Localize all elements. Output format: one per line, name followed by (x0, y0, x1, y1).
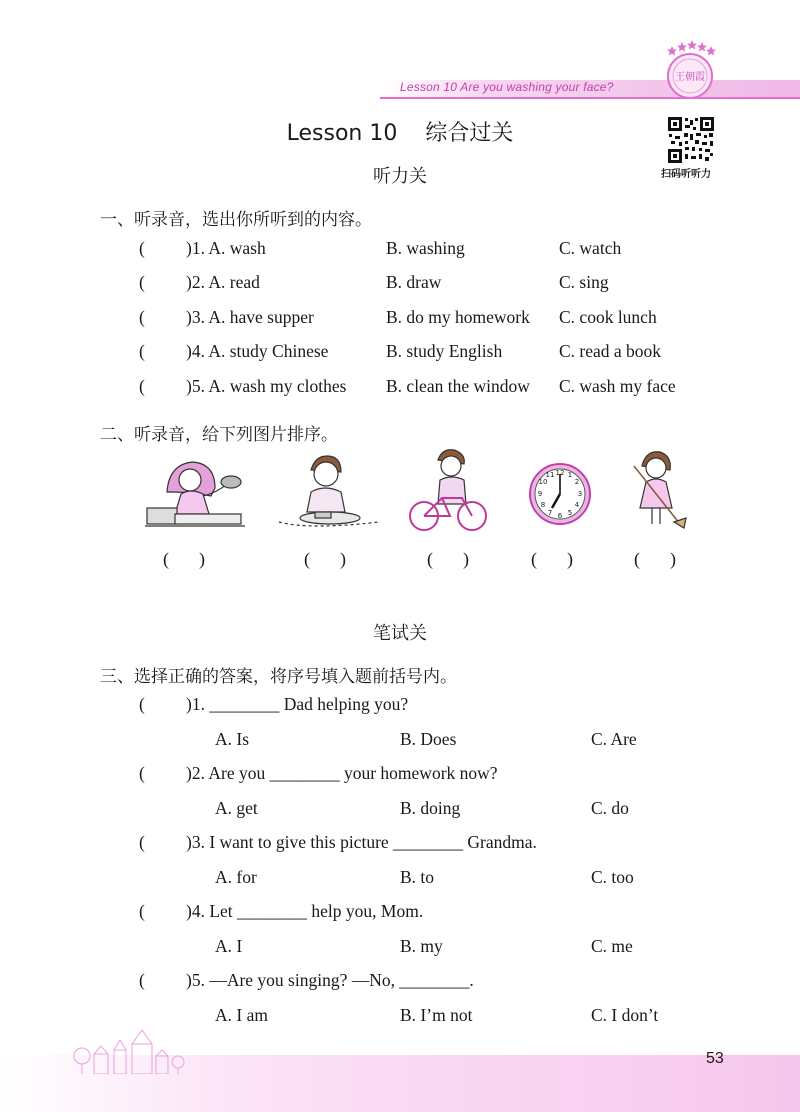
question-3 (0, 832, 800, 856)
question-text: )5. —Are you singing? —No, ________. (186, 970, 474, 990)
option-b: B. to (400, 867, 435, 887)
answer-paren-open[interactable]: ( (139, 970, 145, 990)
item-option-c: C. cook lunch (559, 307, 657, 327)
item-option-a: )5. A. wash my clothes (186, 376, 347, 396)
option-a: A. I am (215, 1005, 268, 1025)
part1-heading: 一、听录音，选出你所听到的内容。 (100, 210, 372, 230)
question-text: )1. ________ Dad helping you? (186, 694, 409, 714)
option-a: A. for (215, 867, 257, 887)
answer-paren-open[interactable]: ( (139, 341, 145, 361)
item-option-b: B. washing (386, 238, 465, 258)
item-option-b: B. draw (386, 272, 442, 292)
page-number: 53 (706, 1050, 724, 1067)
question-3-options (0, 867, 800, 891)
header-rule (380, 97, 800, 99)
question-1 (0, 694, 800, 718)
listening-item-4 (0, 341, 800, 365)
item-option-a: )4. A. study Chinese (186, 341, 329, 361)
option-a: A. Is (215, 729, 250, 749)
svg-text:1: 1 (567, 471, 573, 479)
answer-paren-open[interactable]: ( (139, 832, 145, 852)
item-option-a: )2. A. read (186, 272, 260, 292)
item-option-c: C. read a book (559, 341, 662, 361)
picture-girl-sweeping (628, 448, 688, 534)
listening-item-3 (0, 307, 800, 331)
question-text: )4. Let ________ help you, Mom. (186, 901, 424, 921)
picture-clock-seven (528, 462, 592, 526)
listening-item-1 (0, 238, 800, 262)
option-b: B. I’m not (400, 1005, 473, 1025)
item-option-b: B. study English (386, 341, 503, 361)
picture-4-paren[interactable]: ( ) (531, 549, 573, 569)
running-title: Lesson 10 Are you washing your face? (400, 80, 614, 94)
question-text: )2. Are you ________ your homework now? (186, 763, 498, 783)
answer-paren-open[interactable]: ( (139, 694, 145, 714)
listening-item-2 (0, 272, 800, 296)
svg-text:10: 10 (538, 478, 548, 486)
item-option-a: )1. A. wash (186, 238, 266, 258)
item-option-b: B. do my homework (386, 307, 530, 327)
answer-paren-open[interactable]: ( (139, 376, 145, 396)
qr-code-image (668, 117, 714, 163)
brand-logo (660, 38, 720, 100)
item-option-c: C. watch (559, 238, 622, 258)
option-c: C. too (591, 867, 634, 887)
picture-girl-cooking (145, 452, 245, 532)
svg-text:11: 11 (545, 471, 555, 479)
svg-text:5: 5 (567, 509, 573, 517)
question-2 (0, 763, 800, 787)
svg-text:7: 7 (547, 509, 553, 517)
option-a: A. get (215, 798, 258, 818)
option-b: B. my (400, 936, 443, 956)
svg-text:2: 2 (574, 478, 580, 486)
answer-paren-open[interactable]: ( (139, 901, 145, 921)
svg-text:3: 3 (577, 490, 583, 498)
svg-text:6: 6 (557, 512, 563, 520)
picture-boy-doing-homework (275, 452, 385, 532)
svg-text:4: 4 (574, 501, 580, 509)
question-text: )3. I want to give this picture ________ Grandma. (186, 832, 537, 852)
answer-paren-open[interactable]: ( (139, 238, 145, 258)
listening-item-5 (0, 376, 800, 400)
logo-text: 王朝霞 (675, 72, 705, 83)
item-option-b: B. clean the window (386, 376, 530, 396)
writing-section-title: 笔试关 (373, 623, 427, 644)
question-2-options (0, 798, 800, 822)
picture-boy-with-bicycle (408, 448, 488, 534)
item-option-a: )3. A. have supper (186, 307, 314, 327)
part2-heading: 二、听录音，给下列图片排序。 (100, 425, 338, 445)
part3-heading: 三、选择正确的答案，将序号填入题前括号内。 (100, 667, 457, 687)
option-a: A. I (215, 936, 243, 956)
question-5 (0, 970, 800, 994)
svg-text:12: 12 (555, 469, 565, 477)
item-option-c: C. wash my face (559, 376, 676, 396)
item-option-c: C. sing (559, 272, 609, 292)
qr-caption: 扫码听听力 (661, 169, 711, 180)
picture-5-paren[interactable]: ( ) (634, 549, 676, 569)
picture-3-paren[interactable]: ( ) (427, 549, 469, 569)
svg-text:9: 9 (537, 490, 543, 498)
option-c: C. Are (591, 729, 637, 749)
question-1-options (0, 729, 800, 753)
picture-1-paren[interactable]: ( ) (163, 549, 205, 569)
question-4-options (0, 936, 800, 960)
footer-castle-decoration (70, 1024, 190, 1074)
picture-2-paren[interactable]: ( ) (304, 549, 346, 569)
svg-text:8: 8 (540, 501, 546, 509)
answer-paren-open[interactable]: ( (139, 307, 145, 327)
answer-paren-open[interactable]: ( (139, 272, 145, 292)
page-title: Lesson 10 综合过关 (286, 121, 514, 146)
option-c: C. do (591, 798, 629, 818)
option-b: B. doing (400, 798, 461, 818)
option-b: B. Does (400, 729, 457, 749)
listening-section-title: 听力关 (373, 166, 427, 187)
option-c: C. I don’t (591, 1005, 659, 1025)
question-4 (0, 901, 800, 925)
answer-paren-open[interactable]: ( (139, 763, 145, 783)
option-c: C. me (591, 936, 633, 956)
